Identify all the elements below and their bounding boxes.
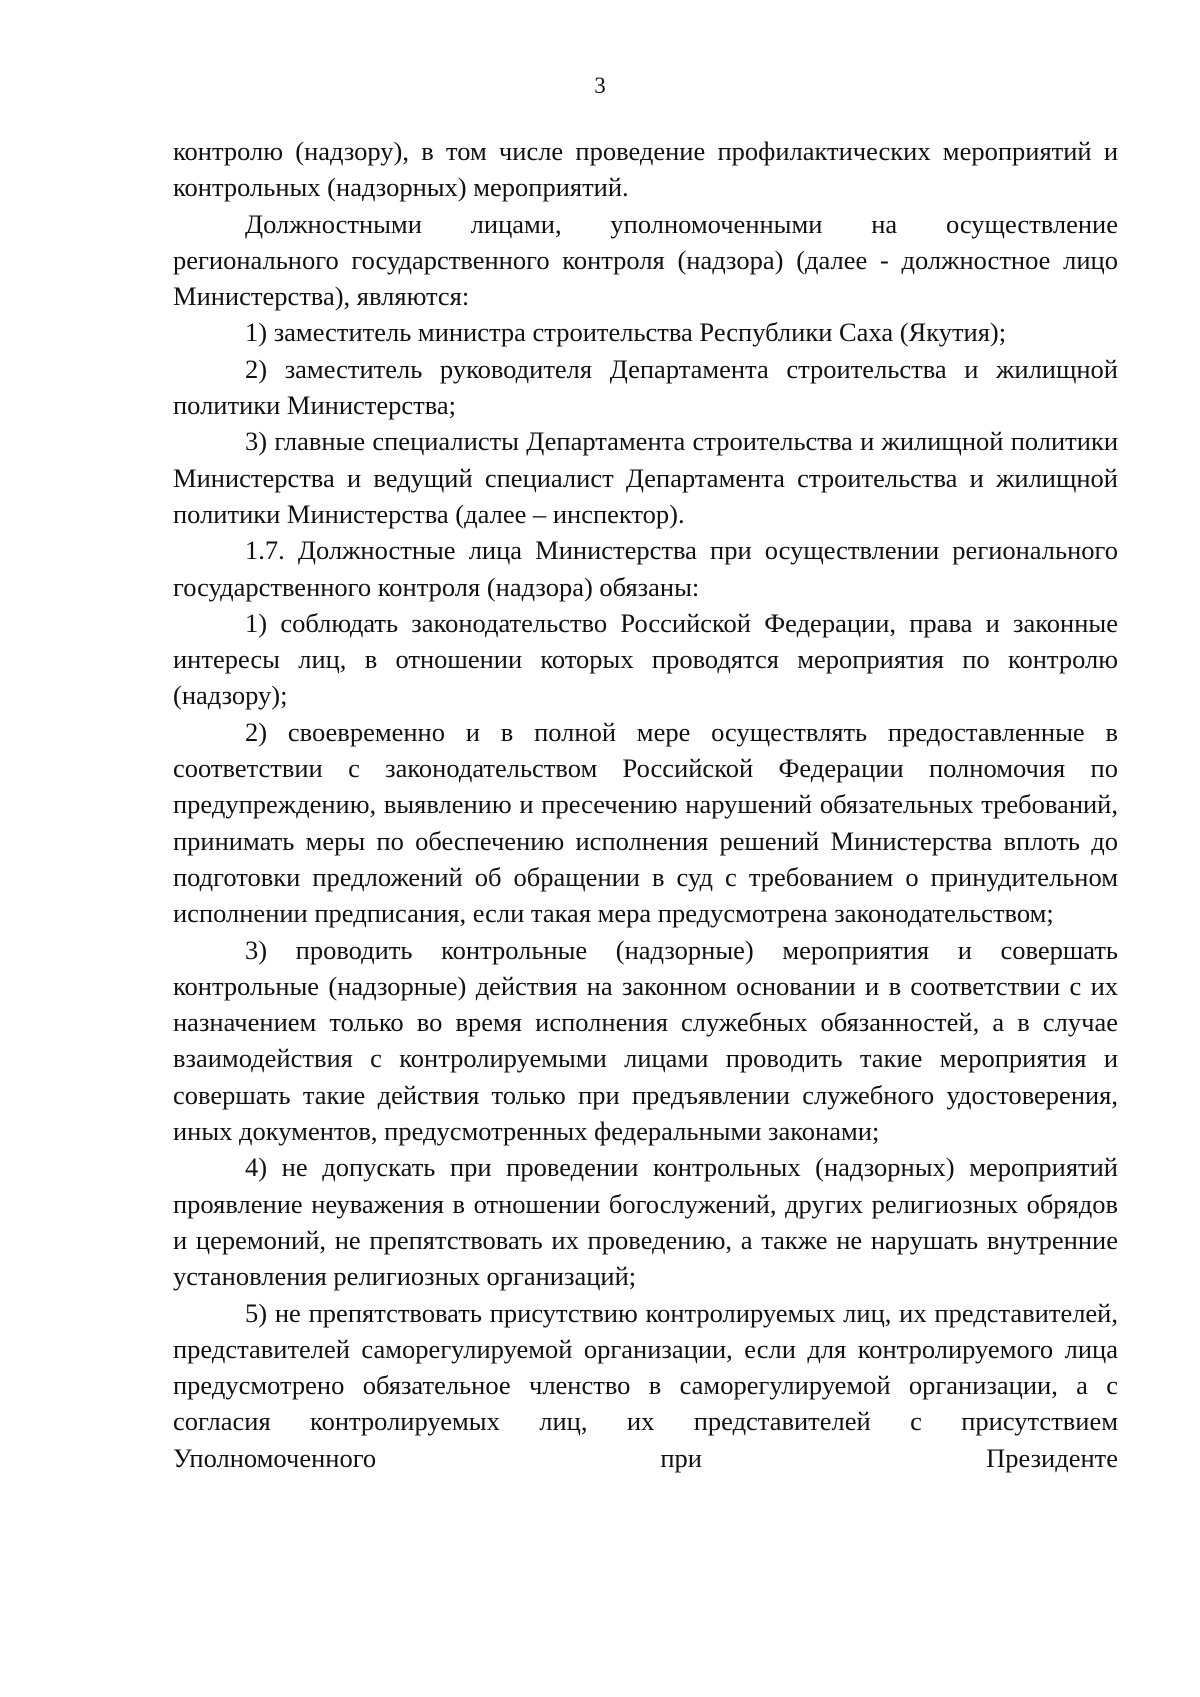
list-item-duty-5: 5) не препятствовать присутствию контролируемых лиц, их представителей, представителей саморегулируемой организации, если для контролируемого лица предусмотрено обязательное членство в саморегулируемой организации, а с согласия контролируемых лиц, их представителей с присутствием Уполномоченного при Президенте: [173, 1297, 1118, 1473]
list-item-official-2: 2) заместитель руководителя Департамента строительства и жилищной политики Министерства;: [173, 353, 1118, 421]
paragraph-continuation: контролю (надзору), в том числе проведение профилактических мероприятий и контрольных (надзорных) мероприятий.: [173, 136, 1118, 203]
list-item-official-3: 3) главные специалисты Департамента строительства и жилищной политики Министерства и ведущий специалист Департамента строительства и жилищной политики Министерства (далее – инспектор).: [173, 426, 1118, 529]
list-item-duty-3: 3) проводить контрольные (надзорные) мероприятия и совершать контрольные (надзорные) действия на законном основании и в соответствии с их назначением только во время исполнения служебных обязанностей, а в случае взаимодействия с контролируемыми лицами проводить такие мероприятия и совершать такие действия только при предъявлении служебного удостоверения, иных документов, предусмотренных федеральными законами;: [173, 934, 1118, 1147]
page-number: 3: [594, 73, 606, 98]
list-item-duty-1: 1) соблюдать законодательство Российской Федерации, права и законные интересы лиц, в отношении которых проводятся мероприятия по контролю (надзору);: [173, 607, 1118, 711]
list-item-official-1: 1) заместитель министра строительства Республики Саха (Якутия);: [245, 317, 1007, 348]
paragraph-section-1-7: 1.7. Должностные лица Министерства при осуществлении регионального государственного контроля (надзора) обязаны:: [173, 535, 1118, 602]
list-item-duty-4: 4) не допускать при проведении контрольных (надзорных) мероприятий проявление неуважения в отношении богослужений, других религиозных обрядов и церемоний, не препятствовать их проведению, а также не нарушать внутренние установления религиозных организаций;: [173, 1152, 1118, 1292]
paragraph-officials-intro: Должностными лицами, уполномоченными на осуществление регионального государственного контроля (надзора) (далее - должностное лицо Министерства), являются:: [173, 208, 1118, 312]
list-item-duty-2: 2) своевременно и в полной мере осуществлять предоставленные в соответствии с законодательством Российской Федерации полномочия по предупреждению, выявлению и пресечению нарушений обязательных требований, принимать меры по обеспечению исполнения решений Министерства вплоть до подготовки предложений об обращении в суд с требованием о принудительном исполнении предписания, если такая мера предусмотрена законодательством;: [173, 716, 1118, 929]
document-body: [173, 133, 1118, 1476]
